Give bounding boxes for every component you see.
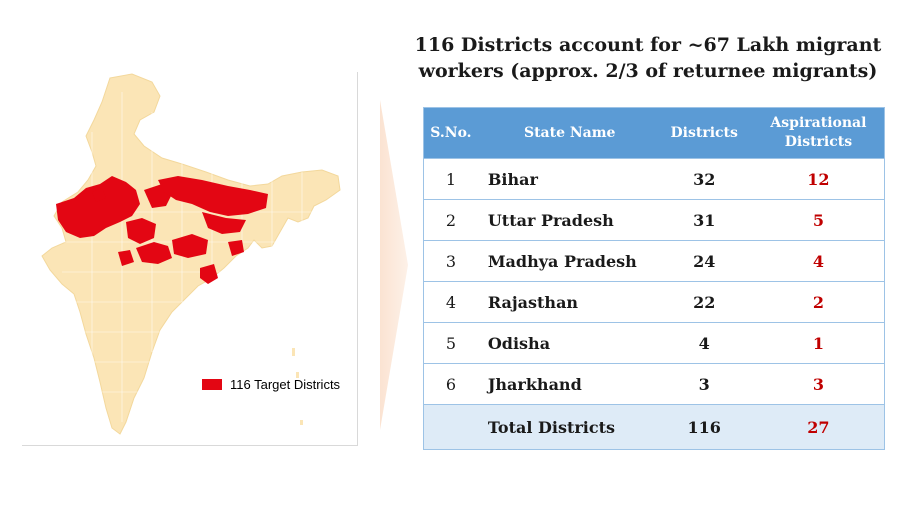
cell-aspirational: 4	[753, 241, 885, 282]
header-sno: S.No.	[424, 108, 478, 159]
districts-table	[423, 107, 885, 450]
table-row	[424, 282, 885, 323]
header-aspirational-line-1: Aspirational	[770, 115, 867, 131]
cell-sno-empty	[424, 405, 478, 450]
header-aspirational-line-2: Districts	[784, 134, 853, 150]
page-title	[398, 32, 898, 84]
cell-aspirational: 5	[753, 200, 885, 241]
cell-districts: 32	[656, 159, 753, 200]
cell-sno: 2	[424, 200, 478, 241]
table-row	[424, 200, 885, 241]
cell-sno: 4	[424, 282, 478, 323]
cell-sno: 3	[424, 241, 478, 282]
legend-swatch	[202, 379, 222, 390]
arrow-chevron-icon	[378, 100, 412, 430]
cell-total-label: Total Districts	[478, 405, 656, 450]
cell-aspirational: 12	[753, 159, 885, 200]
table-total-row	[424, 405, 885, 450]
table-header-row	[424, 108, 885, 159]
cell-sno: 1	[424, 159, 478, 200]
cell-state: Odisha	[478, 323, 656, 364]
cell-state: Madhya Pradesh	[478, 241, 656, 282]
cell-districts: 3	[656, 364, 753, 405]
cell-state: Rajasthan	[478, 282, 656, 323]
cell-state: Bihar	[478, 159, 656, 200]
cell-total-districts: 116	[656, 405, 753, 450]
cell-districts: 22	[656, 282, 753, 323]
cell-state: Uttar Pradesh	[478, 200, 656, 241]
map-panel	[22, 72, 358, 446]
cell-districts: 24	[656, 241, 753, 282]
cell-districts: 31	[656, 200, 753, 241]
cell-sno: 5	[424, 323, 478, 364]
cell-total-aspirational: 27	[753, 405, 885, 450]
cell-aspirational: 3	[753, 364, 885, 405]
cell-sno: 6	[424, 364, 478, 405]
cell-aspirational: 1	[753, 323, 885, 364]
cell-state: Jharkhand	[478, 364, 656, 405]
legend-label: 116 Target Districts	[230, 377, 341, 392]
header-aspirational-districts	[753, 108, 885, 159]
cell-districts: 4	[656, 323, 753, 364]
header-districts: Districts	[656, 108, 753, 159]
table-row	[424, 159, 885, 200]
header-state-name: State Name	[478, 108, 656, 159]
table-row	[424, 364, 885, 405]
map-legend	[202, 377, 340, 392]
title-line-1: 116 Districts account for ~67 Lakh migrant	[414, 34, 882, 56]
table-row	[424, 323, 885, 364]
title-line-2: workers (approx. 2/3 of returnee migrants)	[418, 60, 878, 82]
cell-aspirational: 2	[753, 282, 885, 323]
table-row	[424, 241, 885, 282]
